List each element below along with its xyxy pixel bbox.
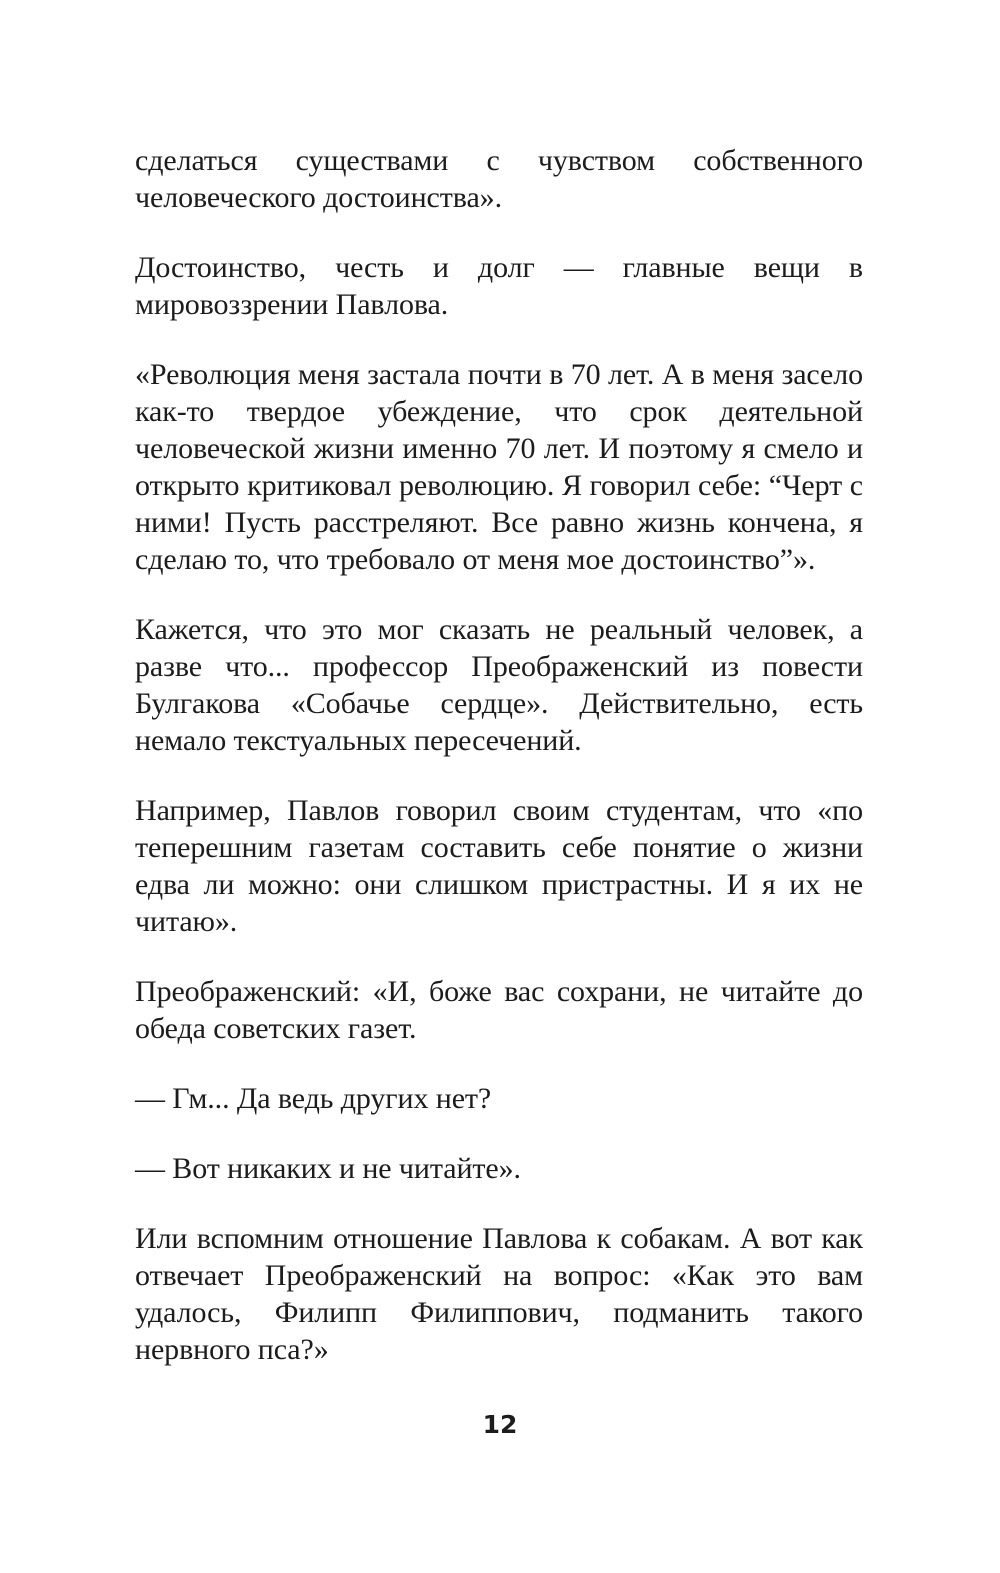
paragraph-9: Или вспомним отношение Павлова к собакам. А вот как отвечает Преображенский на вопрос: «Как это вам удалось, Филипп Филиппович, подманить такого нервного пса?» (135, 1222, 863, 1366)
body-text (135, 142, 863, 1401)
paragraph-6: Преображенский: «И, боже вас сохрани, не читайте до обеда советских газет. (135, 975, 863, 1045)
paragraph-4: Кажется, что это мог сказать не реальный человек, а разве что... профессор Преображенский из повести Булгакова «Собачье сердце». Действительно, есть немало текстуальных пересечений. (135, 613, 863, 757)
page-number: 12 (482, 1410, 518, 1439)
paragraph-2: Достоинство, честь и долг — главные вещи в мировоззрении Павлова. (135, 251, 863, 321)
paragraph-5: Например, Павлов говорил своим студентам, что «по теперешним газетам составить себе понятие о жизни едва ли можно: они слишком пристрастны. И я их не читаю». (135, 794, 863, 938)
paragraph-3: «Революция меня застала почти в 70 лет. А в меня засело как-то твердое убеждение, что срок деятельной человеческой жизни именно 70 лет. И поэтому я смело и открыто критиковал революцию. Я говорил себе: “Черт с ними! Пусть расстреляют. Все равно жизнь кончена, я сделаю то, что требовало от меня мое достоинство”». (135, 358, 863, 576)
paragraph-7: — Гм... Да ведь других нет? (135, 1082, 492, 1115)
paragraph-8: — Вот никаких и не читайте». (135, 1152, 521, 1185)
paragraph-1: сделаться существами с чувством собственного человеческого достоинства». (135, 144, 863, 214)
